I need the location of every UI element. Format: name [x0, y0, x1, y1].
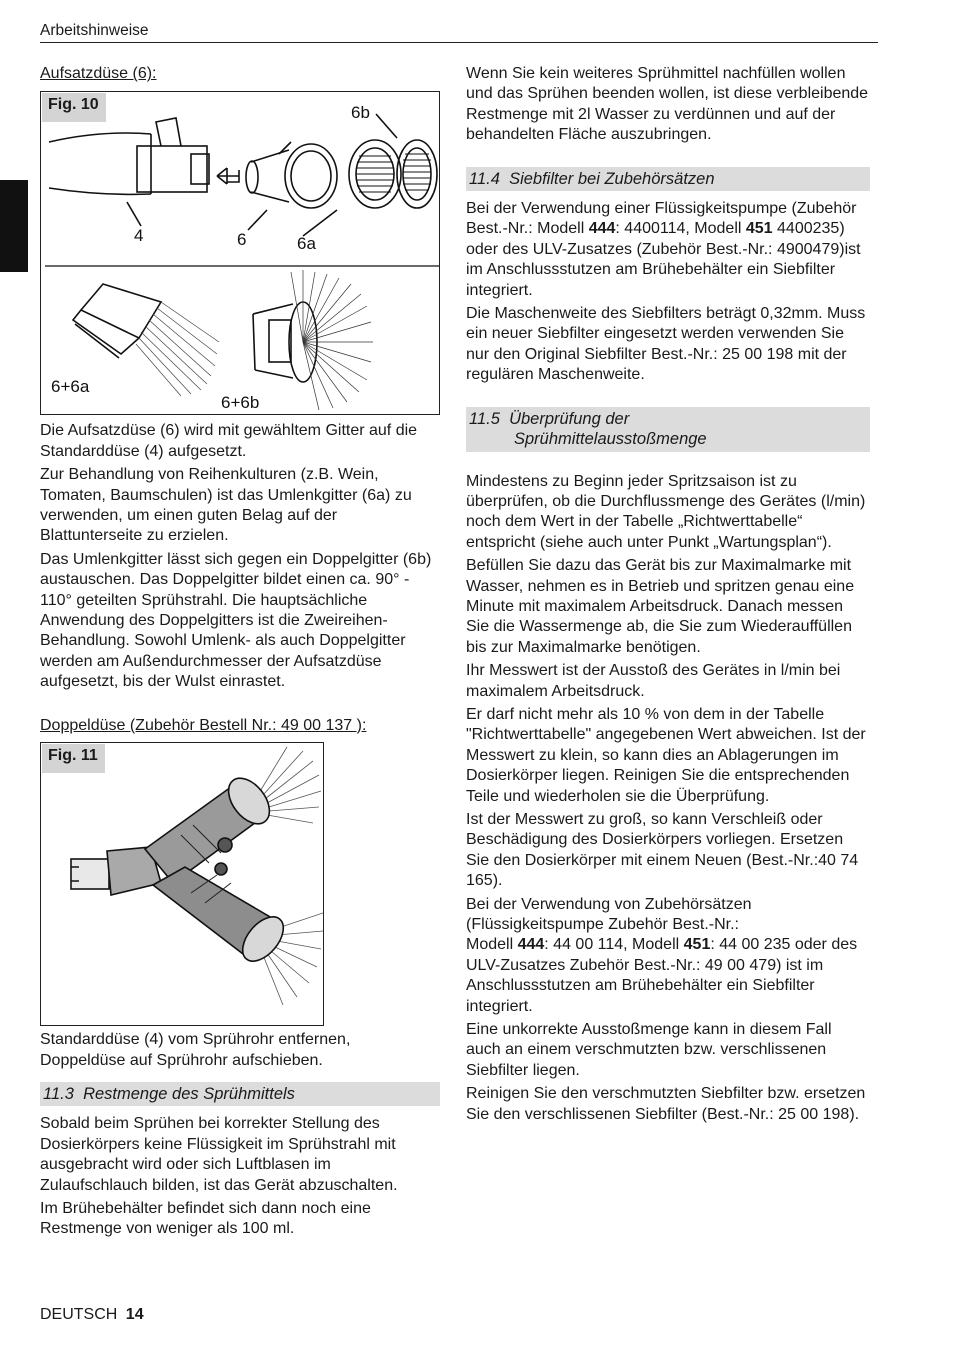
figure-10-drawing — [41, 92, 439, 414]
section-heading-11-3: 11.3 Restmenge des Sprühmittels — [40, 1082, 440, 1106]
paragraph: Bei der Verwendung von Zubehörsätzen (Flüssigkeitspumpe Zubehör Best.-Nr.: Modell 444: 44 00 114, Modell 451: 44 00 235 oder des ULV-Zusatzes Zubehör Best.-Nr.: 49 00 479) ist im Anschlussstutzen am Brühebehälter ein Siebfilter integriert. — [466, 895, 858, 1015]
section-heading-11-4: 11.4 Siebfilter bei Zubehörsätzen — [466, 167, 870, 191]
right-column — [466, 64, 870, 1128]
paragraph: Zur Behandlung von Reihenkulturen (z.B. Wein, Tomaten, Baumschulen) ist das Umlenkgitter (6a) zu verwenden, um einen guten Belag auf der Blattunterseite zu erzielen. — [40, 466, 412, 545]
header-rule — [40, 42, 878, 43]
paragraph: Das Umlenkgitter lässt sich gegen ein Doppelgitter (6b) austauschen. Das Doppelgitter bildet einen ca. 90° - 110° geteilten Sprühstrahl. Die hauptsächliche Anwendung des Doppelgitters ist die Zweireihen-Behandlung. Sowohl Umlenk- als auch Doppelgitter werden am Außendurchmesser der Aufsatzdüse aufgesetzt, bis der Wulst einrastet. — [40, 550, 432, 691]
paragraph: Ihr Messwert ist der Ausstoß des Gerätes in l/min bei maximalem Arbeitsdruck. — [466, 662, 841, 700]
paragraph: Die Maschenweite des Siebfilters beträgt 0,32mm. Muss ein neuer Siebfilter eingesetzt werden verwenden Sie nur den Original Siebfilter Best.-Nr.: 25 00 198 mit der regulären Maschenweite. — [466, 305, 866, 384]
paragraph: Die Aufsatzdüse (6) wird mit gewähltem Gitter auf die Standarddüse (4) aufgesetzt. — [40, 422, 418, 460]
figure-10 — [40, 91, 440, 415]
paragraph: Im Brühebehälter befindet sich dann noch eine Restmenge von weniger als 100 ml. — [40, 1199, 371, 1238]
page-footer — [40, 1306, 144, 1324]
paragraph: Sobald beim Sprühen bei korrekter Stellung des Dosierkörpers keine Flüssigkeit im Sprühstrahl mit ausgebracht wird oder sich Luftblasen im Zulaufschlauch bilden, ist das Gerät abzuschalten. — [40, 1115, 398, 1194]
footer-language: DEUTSCH — [40, 1306, 118, 1323]
label-6b-top: 6b — [351, 103, 370, 123]
paragraph: Standarddüse (4) vom Sprührohr entfernen, Doppeldüse auf Sprührohr aufschieben. — [40, 1031, 351, 1069]
figure-11-drawing — [41, 743, 323, 1025]
chapter-tab-marker — [0, 180, 28, 272]
figure-10-label: Fig. 10 — [42, 93, 106, 121]
label-6: 6 — [237, 230, 247, 250]
paragraph: Mindestens zu Beginn jeder Spritzsaison ist zu überprüfen, ob die Durchflussmenge des Gerätes (l/min) noch dem Wert in der Tabelle „Richtwerttabelle“ entspricht (siehe auch unter Punkt „Wartungsplan“). — [466, 472, 866, 551]
label-6a: 6a — [297, 234, 316, 254]
paragraph: Eine unkorrekte Ausstoßmenge kann in diesem Fall auch an einem verschmutzten bzw. verschlissenen Siebfilter liegen. — [466, 1021, 832, 1079]
page-number: 14 — [125, 1306, 144, 1323]
paragraph: Er darf nicht mehr als 10 % von dem in der Tabelle "Richtwerttabelle" angegebenen Wert abweichen. Ist der Messwert zu klein, so kann dies an Ablagerungen im Dosierkörper liegen. Reinigen Sie die entsprechenden Teile und wiederholen sie die Überprüfung. — [466, 705, 866, 805]
label-6-plus-6a: 6+6a — [51, 377, 90, 397]
figure-11-label: Fig. 11 — [42, 744, 105, 772]
paragraph: Ist der Messwert zu groß, so kann Verschleiß oder Beschädigung des Dosierkörpers vorliegen. Ersetzen Sie den Dosierkörper mit einem Neuen (Best.-Nr.:40 74 165). — [466, 811, 859, 890]
paragraph: Reinigen Sie den verschmutzten Siebfilter bzw. ersetzen Sie den verschlissenen Siebfilter (Best.-Nr.: 25 00 198). — [466, 1085, 866, 1123]
label-4: 4 — [134, 226, 144, 246]
doppel-heading: Doppeldüse (Zubehör Bestell Nr.: 49 00 137 ): — [40, 716, 367, 734]
paragraph: Befüllen Sie dazu das Gerät bis zur Maximalmarke mit Wasser, nehmen es in Betrieb und spritzen genau eine Minute mit maximalem Arbeitsdruck. Danach messen Sie die Wassermenge ab, die Sie zum Wiederauffüllen bis zur Maximalmarke benötigen. — [466, 557, 855, 656]
running-header: Arbeitshinweise — [40, 22, 149, 39]
left-column — [40, 64, 440, 1243]
paragraph: Wenn Sie kein weiteres Sprühmittel nachfüllen wollen und das Sprühen beenden wollen, ist diese verbleibende Restmenge mit 2l Wasser zu verdünnen und auf der behandelten Fläche auszubringen. — [466, 65, 869, 144]
figure-11 — [40, 742, 324, 1026]
section-heading-11-5: 11.5 Überprüfung der Sprühmittelausstoßmenge — [466, 407, 870, 452]
paragraph: Bei der Verwendung einer Flüssigkeitspumpe (Zubehör Best.-Nr.: Modell 444: 4400114, Modell 451 4400235) oder des ULV-Zusatzes (Zubehör Best.-Nr.: 4900479)ist im Anschlussstutzen am Brühebehälter ein Siebfilter integriert. — [466, 200, 861, 299]
aufsatz-heading: Aufsatzdüse (6): — [40, 65, 157, 82]
label-6-plus-6b: 6+6b — [221, 393, 260, 413]
